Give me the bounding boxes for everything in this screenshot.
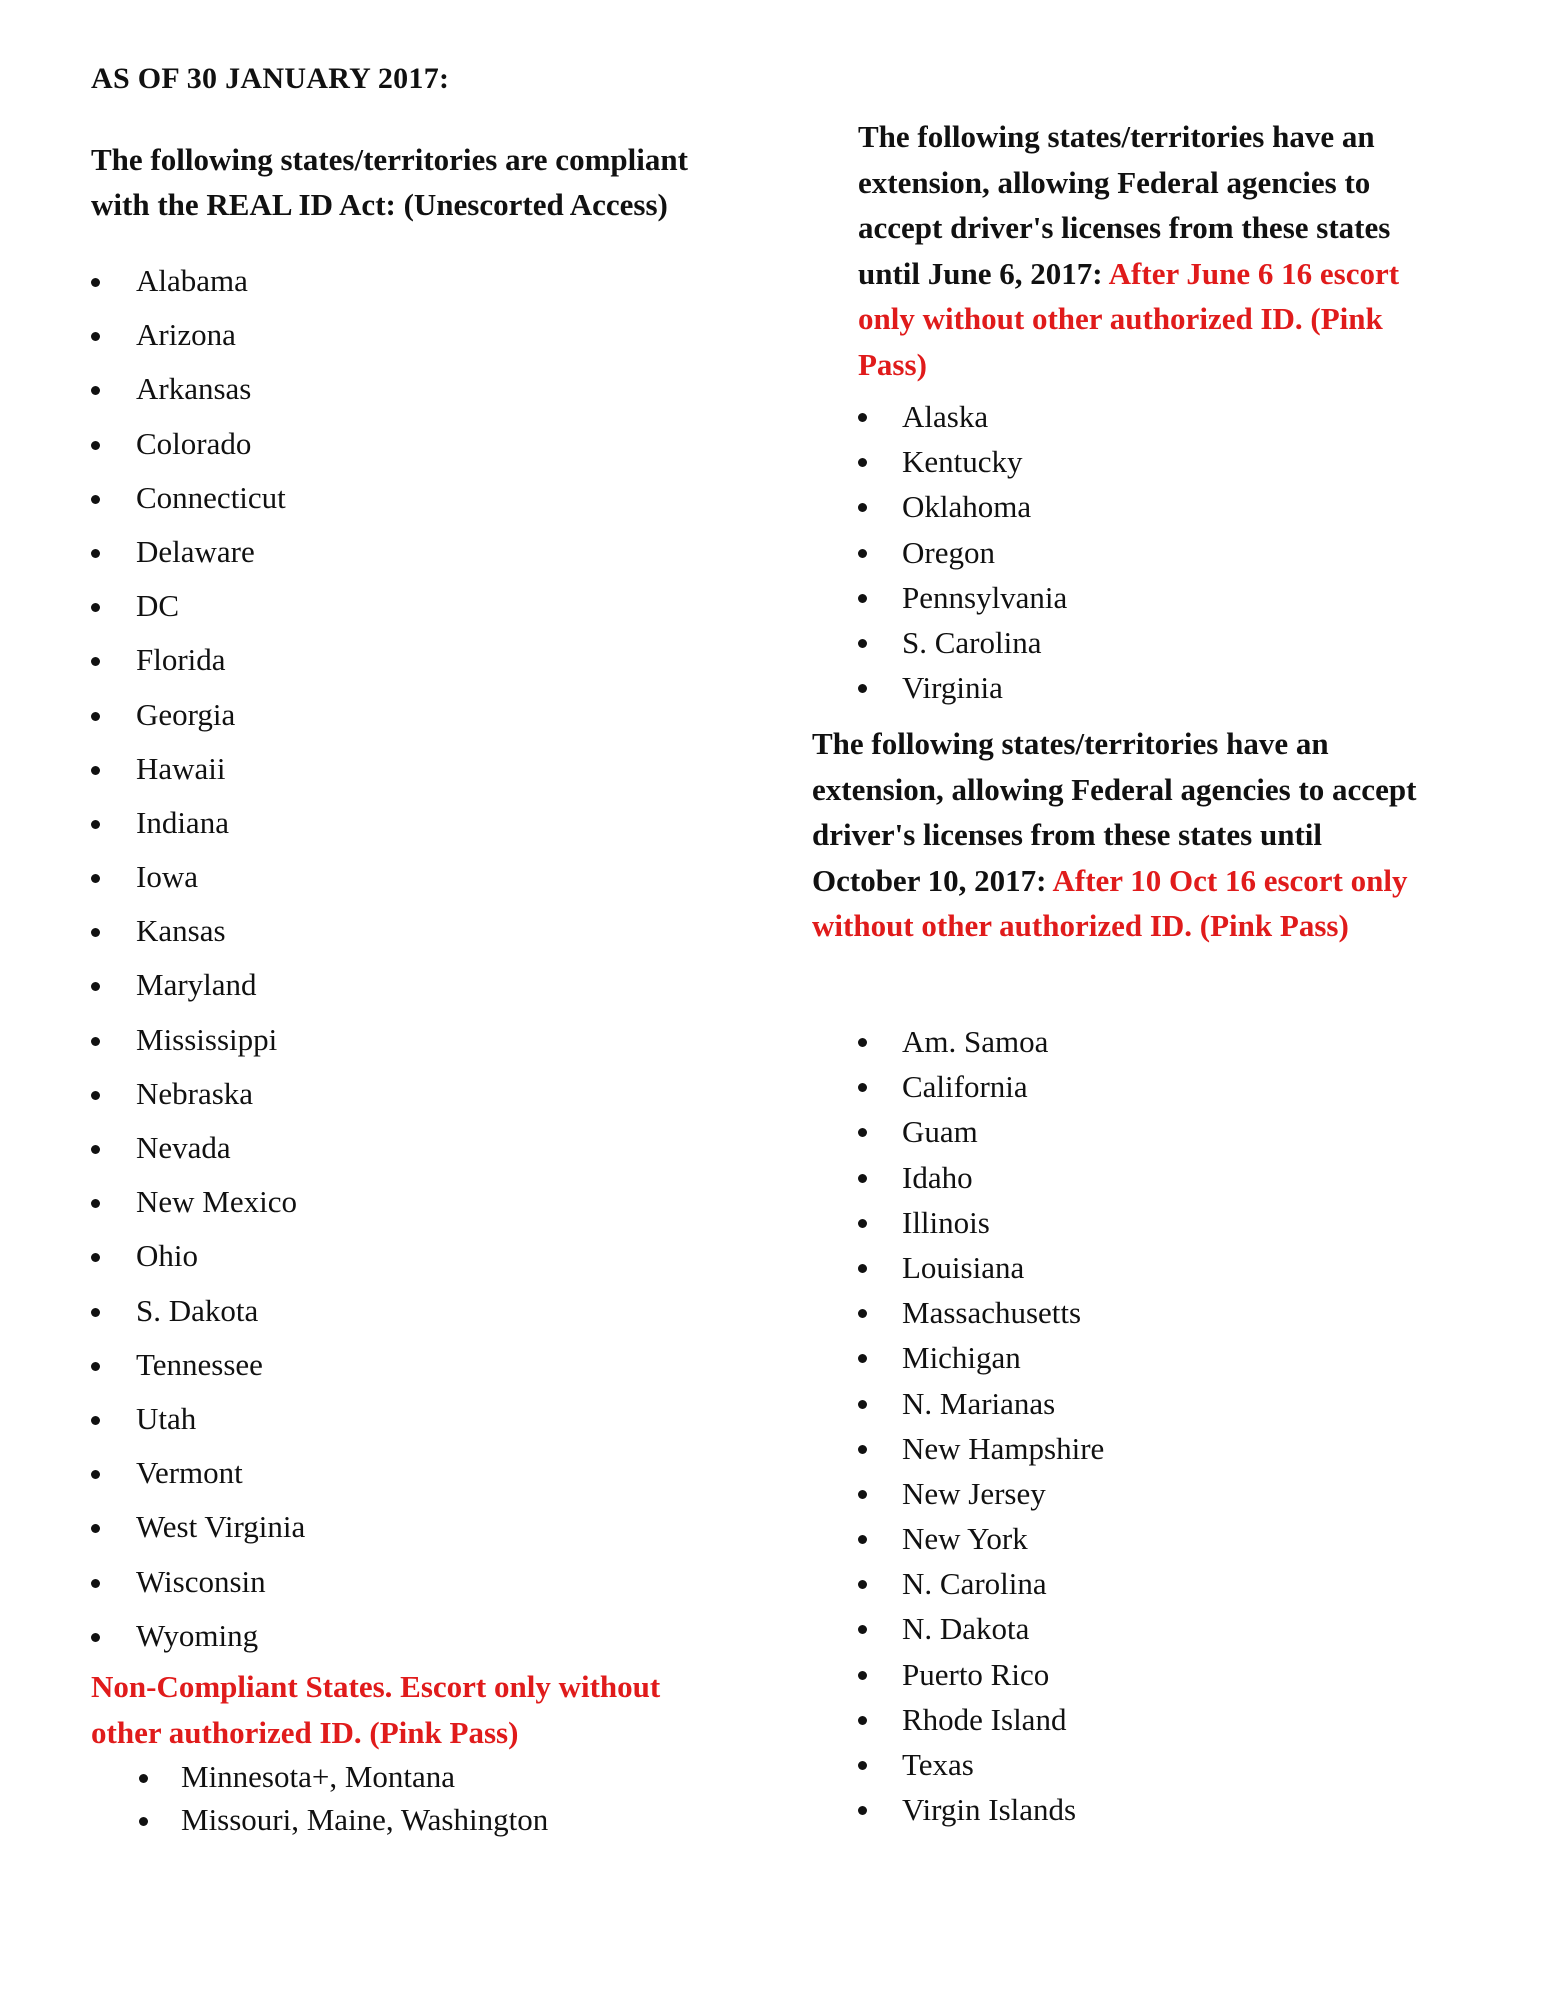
- list-item: [137, 1755, 548, 1798]
- list-item-label: Iowa: [136, 859, 198, 895]
- list-item-label: N. Marianas: [902, 1385, 1056, 1421]
- list-item: [91, 471, 305, 525]
- list-item: [91, 1338, 305, 1392]
- bullet-icon: [858, 1671, 867, 1680]
- list-item-label: S. Dakota: [136, 1292, 259, 1328]
- list-item-label: New Jersey: [902, 1475, 1046, 1511]
- bullet-icon: [91, 657, 100, 666]
- bullet-icon: [91, 278, 100, 287]
- list-item: [91, 417, 305, 471]
- list-item: [858, 1697, 1104, 1742]
- bullet-icon: [858, 1219, 867, 1228]
- bullet-icon: [858, 1083, 867, 1092]
- list-item-label: Illinois: [902, 1204, 990, 1240]
- list-item: [858, 530, 1067, 575]
- list-item: [91, 308, 305, 362]
- list-item-label: Pennsylvania: [902, 579, 1068, 615]
- bullet-icon: [91, 1416, 100, 1425]
- list-item: [137, 1798, 548, 1841]
- bullet-icon: [858, 1625, 867, 1634]
- list-item: [858, 1606, 1104, 1651]
- list-item: [858, 1019, 1104, 1064]
- list-item: [91, 525, 305, 579]
- list-item: [858, 1561, 1104, 1606]
- list-item-label: Am. Samoa: [902, 1024, 1049, 1059]
- extension-june-states-list: [858, 394, 1067, 710]
- list-item: [91, 688, 305, 742]
- list-item-label: Rhode Island: [902, 1701, 1067, 1737]
- bullet-icon: [91, 332, 100, 341]
- list-item: [91, 579, 305, 633]
- bullet-icon: [858, 1174, 867, 1183]
- list-item-label: Kansas: [136, 913, 226, 949]
- list-item: [858, 439, 1067, 484]
- list-item: [91, 1067, 305, 1121]
- list-item-label: Oregon: [902, 534, 995, 570]
- compliant-section-heading: The following states/territories are compliant with the REAL ID Act: (Unescorted Access): [91, 142, 688, 222]
- list-item-label: Mississippi: [136, 1021, 278, 1057]
- list-item: [858, 1381, 1104, 1426]
- list-item-label: Alabama: [136, 263, 248, 298]
- list-item: [858, 1652, 1104, 1697]
- list-item: [858, 665, 1067, 710]
- bullet-icon: [858, 413, 867, 422]
- list-item-label: New Hampshire: [902, 1430, 1105, 1466]
- list-item: [91, 1013, 305, 1067]
- list-item-label: Wyoming: [136, 1617, 259, 1653]
- bullet-icon: [858, 594, 867, 603]
- extension-october-section-heading: [812, 721, 1422, 949]
- list-item-label: Alaska: [902, 399, 989, 434]
- list-item-label: Florida: [136, 642, 226, 678]
- list-item: [91, 1500, 305, 1554]
- page-title: AS OF 30 JANUARY 2017:: [91, 62, 450, 95]
- bullet-icon: [858, 503, 867, 512]
- list-item-label: Virginia: [902, 670, 1003, 706]
- list-item: [858, 1787, 1104, 1832]
- bullet-icon: [858, 639, 867, 648]
- extension-june-escort-note: After June 6 16 escort only without other authorized ID. (Pink Pass): [858, 255, 1400, 382]
- list-item-label: Massachusetts: [902, 1295, 1082, 1331]
- bullet-icon: [858, 1490, 867, 1499]
- bullet-icon: [91, 386, 100, 395]
- bullet-icon: [91, 1633, 100, 1642]
- list-item-label: Delaware: [136, 533, 255, 569]
- compliant-states-list: [91, 254, 305, 1663]
- bullet-icon: [858, 1309, 867, 1318]
- list-item-label: Vermont: [136, 1455, 243, 1491]
- bullet-icon: [91, 1145, 100, 1154]
- list-item-label: S. Carolina: [902, 624, 1042, 660]
- list-item-label: Louisiana: [902, 1249, 1025, 1285]
- list-item-label: N. Dakota: [902, 1611, 1030, 1647]
- list-item-label: Kentucky: [902, 444, 1023, 480]
- list-item-label: Maryland: [136, 967, 257, 1003]
- list-item-label: Tennessee: [136, 1346, 263, 1382]
- bullet-icon: [858, 549, 867, 558]
- list-item: [858, 620, 1067, 665]
- list-item: [91, 1609, 305, 1663]
- list-item-label: Texas: [902, 1747, 974, 1782]
- bullet-icon: [858, 1264, 867, 1273]
- list-item: [91, 742, 305, 796]
- bullet-icon: [858, 1445, 867, 1454]
- list-item: [91, 633, 305, 687]
- list-item-label: Ohio: [136, 1238, 198, 1274]
- bullet-icon: [91, 1308, 100, 1317]
- list-item: [91, 850, 305, 904]
- list-item: [858, 1516, 1104, 1561]
- list-item-label: Colorado: [136, 425, 252, 461]
- bullet-icon: [91, 766, 100, 775]
- list-item: [858, 1155, 1104, 1200]
- list-item: [91, 1175, 305, 1229]
- list-item-label: Wisconsin: [136, 1563, 266, 1599]
- list-item-label: Virgin Islands: [902, 1792, 1077, 1828]
- list-item-label: Hawaii: [136, 750, 226, 786]
- bullet-icon: [91, 874, 100, 883]
- bullet-icon: [139, 1817, 148, 1826]
- list-item: [858, 1290, 1104, 1335]
- bullet-icon: [91, 549, 100, 558]
- bullet-icon: [91, 982, 100, 991]
- bullet-icon: [858, 684, 867, 693]
- bullet-icon: [91, 1253, 100, 1262]
- list-item: [91, 1555, 305, 1609]
- list-item: [858, 1064, 1104, 1109]
- list-item-label: Nebraska: [136, 1075, 254, 1111]
- list-item: [858, 575, 1067, 620]
- list-item-label: Arkansas: [136, 371, 252, 407]
- list-item: [91, 904, 305, 958]
- list-item: [858, 394, 1067, 439]
- bullet-icon: [91, 495, 100, 504]
- list-item-label: Oklahoma: [902, 489, 1032, 525]
- list-item: [91, 1229, 305, 1283]
- list-item: [858, 1471, 1104, 1516]
- list-item: [91, 958, 305, 1012]
- bullet-icon: [858, 458, 867, 467]
- noncompliant-states-list: [137, 1755, 548, 1841]
- list-item: [858, 1742, 1104, 1787]
- bullet-icon: [139, 1774, 148, 1783]
- list-item: [858, 484, 1067, 529]
- list-item: [858, 1245, 1104, 1290]
- list-item-label: DC: [136, 588, 180, 624]
- list-item-label: New Mexico: [136, 1184, 297, 1220]
- extension-october-states-list: [858, 1019, 1104, 1832]
- list-item: [858, 1426, 1104, 1471]
- bullet-icon: [858, 1806, 867, 1815]
- bullet-icon: [858, 1580, 867, 1589]
- list-item: [858, 1200, 1104, 1245]
- list-item: [91, 1121, 305, 1175]
- list-item-label: Arizona: [136, 317, 236, 353]
- extension-june-heading-text: The following states/territories have an extension, allowing Federal agencies to accept driver's licenses from these states until June 6, 2017:: [858, 119, 1391, 291]
- list-item: [858, 1335, 1104, 1380]
- bullet-icon: [91, 1199, 100, 1208]
- bullet-icon: [91, 1579, 100, 1588]
- bullet-icon: [858, 1400, 867, 1409]
- bullet-icon: [858, 1354, 867, 1363]
- list-item: [91, 1392, 305, 1446]
- extension-october-heading-text: The following states/territories have an extension, allowing Federal agencies to accept driver's licenses from these states until October 10, 2017:: [812, 726, 1417, 898]
- list-item: [91, 362, 305, 416]
- bullet-icon: [91, 1470, 100, 1479]
- list-item-label: Michigan: [902, 1340, 1021, 1376]
- noncompliant-section-heading: Non-Compliant States. Escort only without other authorized ID. (Pink Pass): [91, 1669, 661, 1750]
- bullet-icon: [858, 1716, 867, 1725]
- bullet-icon: [858, 1761, 867, 1770]
- list-item-label: Utah: [136, 1400, 197, 1436]
- bullet-icon: [91, 928, 100, 937]
- bullet-icon: [91, 1037, 100, 1046]
- list-item-label: Indiana: [136, 804, 229, 840]
- bullet-icon: [858, 1038, 867, 1047]
- list-item-label: New York: [902, 1521, 1028, 1557]
- list-item-label: California: [902, 1069, 1028, 1105]
- extension-october-escort-note: After 10 Oct 16 escort only without other authorized ID. (Pink Pass): [812, 862, 1408, 943]
- list-item-label: Georgia: [136, 696, 236, 732]
- list-item-label: Puerto Rico: [902, 1656, 1050, 1692]
- bullet-icon: [91, 1091, 100, 1100]
- list-item-label: Nevada: [136, 1130, 231, 1165]
- list-item-label: Guam: [902, 1114, 978, 1150]
- bullet-icon: [91, 603, 100, 612]
- bullet-icon: [91, 820, 100, 829]
- bullet-icon: [91, 712, 100, 721]
- list-item-label: Idaho: [902, 1159, 973, 1195]
- bullet-icon: [858, 1128, 867, 1137]
- list-item-label: Missouri, Maine, Washington: [181, 1802, 549, 1837]
- list-item: [91, 1284, 305, 1338]
- extension-june-section-heading: [858, 114, 1428, 387]
- bullet-icon: [91, 1524, 100, 1533]
- bullet-icon: [91, 441, 100, 450]
- list-item: [858, 1109, 1104, 1154]
- list-item-label: N. Carolina: [902, 1566, 1047, 1602]
- list-item-label: West Virginia: [136, 1509, 306, 1545]
- bullet-icon: [858, 1535, 867, 1544]
- list-item: [91, 254, 305, 308]
- bullet-icon: [91, 1362, 100, 1371]
- list-item-label: Connecticut: [136, 479, 286, 515]
- list-item: [91, 796, 305, 850]
- list-item: [91, 1446, 305, 1500]
- list-item-label: Minnesota+, Montana: [181, 1759, 456, 1794]
